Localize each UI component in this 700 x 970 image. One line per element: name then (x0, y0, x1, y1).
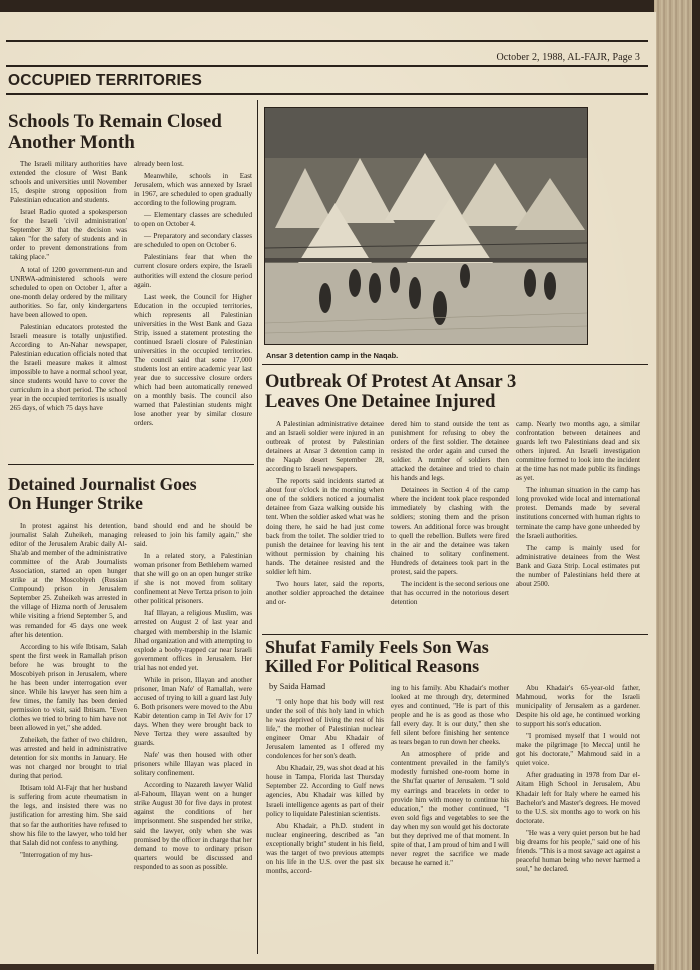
paragraph: The inhuman situation in the camp has long provoked wide local and international protest. Demands made by several institutions concerned with human rights to terminate the camp have gone unheeded by the Israeli authorities. (516, 486, 640, 540)
paragraph: Abu Khadair's 65-year-old father, Mahmoud, works for the Israeli municipality of Jerusalem as a gardener. Despite his old age, he continued working to support his son's education. (516, 684, 640, 729)
article4-column-2 (391, 684, 509, 871)
article1-headline-line1: Schools To Remain Closed (8, 111, 222, 132)
paragraph: band should end and he should be released to join his family again," she said. (134, 522, 252, 549)
article1-column-2 (134, 160, 252, 431)
article3-column-1 (10, 522, 127, 863)
article4-headline-line1: Shufat Family Feels Son Was (265, 637, 489, 657)
article2-headline-line1: Outbreak Of Protest At Ansar 3 (265, 372, 517, 392)
article1-column-1 (10, 160, 127, 416)
article4-byline: by Saida Hamad (269, 681, 326, 691)
paragraph: Palestinians fear that when the current closure orders expire, the Israeli authorities will extend the closure period again. (134, 253, 252, 289)
photo-caption: Ansar 3 detention camp in the Naqab. (266, 351, 399, 360)
article2-column-1 (266, 420, 384, 610)
column-divider (257, 632, 258, 954)
paragraph: An atmosphere of pride and contentment prevailed in the family's modestly furnished one-room home in the Shu'fat quarter of Jerusalem. "I sold my earrings and bracelets in order to provide him with money to continue his education," the mother continued, "I even sold figs and vegetables to see the day when my son would get his doctorate but they deprived me of that moment. In spite of that, I am proud of him and I will never regret the sacrifice we made because he earned it." (391, 750, 510, 867)
section-title: OCCUPIED TERRITORIES (8, 72, 203, 89)
article1-headline-line2: Another Month (8, 131, 135, 153)
article3-headline-line2: On Hunger Strike (8, 492, 143, 513)
paragraph: According to Nazareth lawyer Walid al-Fahoum, Illayan went on a hunger strike August 30 for five days in protest against the conditions of her imprisonment. She suspended her strike, said the lawyer, only when she was promised by the officer in charge that her demand to move to ordinary prison quarters would be discussed and responded to as soon as possible. (134, 781, 252, 871)
paragraph: Itaf Illayan, a religious Muslim, was arrested on August 2 of last year and charged with membership in the Islamic Jihad organization and with attempting to explode a booby-trapped car near Israeli government offices in Jerusalem. Her trial has not ended yet. (134, 609, 252, 672)
header-bottom-rule (6, 65, 648, 67)
paragraph: According to his wife Ibtisam, Salah spent the first week in Ramallah prison before he was brought to the Moscobiyeh prison in Jerusalem, where he has been under interrogation ever since. While his lawyer has seen him a few times, the family has been denied permission to visit, said Ibtisam. "Even clothes we tried to bring to him have not been allowed in yet," she added. (10, 642, 127, 733)
article3-headline (8, 475, 197, 513)
paragraph: Zuheikeh, the father of two children, was arrested and held in administrative detention for six months in January. He was not charged nor brought to trial during that period. (10, 736, 127, 781)
paragraph: The incident is the second serious one that has occurred in the notorious desert detention (391, 579, 509, 606)
book-binding-top (0, 0, 700, 12)
paragraph: "Interrogation of my hus- (20, 850, 93, 859)
header-top-rule (6, 40, 648, 42)
detention-camp-photo (264, 107, 588, 345)
paragraph: Two hours later, said the reports, another soldier approached the detainee and or- (266, 579, 384, 606)
paragraph: After graduating in 1978 from Dar el-Aitam High School in Jerusalem, Abu Khadair left for Italy where he earned his Bachelor's and Master's degrees. He moved to the U.S. six months ago to work on his doctorate. (516, 771, 640, 825)
paragraph: Ibtisam told Al-Fajr that her husband is suffering from acute rheumatism in the legs, and insisted there was no justification for arresting him. She said that so far the authorities have refused to show his file to the lawyer, who told her that Salah did not confess to anything. (10, 784, 127, 847)
paragraph: Palestinian educators protested the Israeli measure is totally unjustified. According to An-Nahar newspaper, Palestinian education officials noted that the Israeli measure makes it almost impossible to have a normal school year, since students would have to cover the curriculum in a short period. The school year in the occupied territories is usually 265 days, of which 75 days have (10, 322, 127, 413)
article2-column-3 (516, 420, 640, 592)
article2-column-2 (391, 420, 509, 610)
paragraph: While in prison, Illayan and another prisoner, Iman Nafe' of Ramallah, were accused of trying to kill a guard last July 6. Both prisoners were moved to the Abu Kabir detention camp in Tel Aviv for 17 days. When they were brought back to Neve Tertza they were assaulted by guards. (134, 675, 252, 748)
paragraph: already been lost. (134, 160, 184, 168)
paragraph: "He was a very quiet person but he had big dreams for his people," said one of his friends. "This is a most savage act against a peaceful human being who never harmed a soul," he declared. (516, 828, 640, 873)
paragraph: The Israeli military authorities have extended the closure of West Bank schools and universities until November 15, despite strong opposition from Palestinian education and students. (10, 160, 127, 205)
paragraph: Abu Khadair, a Ph.D. student in nuclear engineering, described as "an exceptionally bright" student in his field, was the target of two previous attempts on his life in the U.S. over the past six months, accord- (266, 821, 384, 875)
tents-photo-illustration (265, 108, 587, 344)
article2-headline-line2: Leaves One Detainee Injured (265, 391, 496, 412)
newspaper-page (0, 12, 656, 964)
article-divider (262, 364, 648, 365)
paragraph: "I promised myself that I would not make the pilgrimage [to Mecca] until he got his doctorate," Mahmoud said in a quiet voice. (516, 732, 640, 768)
section-rule (6, 93, 648, 95)
paragraph: In a related story, a Palestinian woman prisoner from Bethlehem warned that she will go on an open hunger strike if she is not moved from solitary confinement at Neve Tertza prison to join other political prisoners. (134, 552, 252, 606)
paragraph: In protest against his detention, journalist Salah Zuheikeh, managing editor of the Jerusalem Arabic daily Al-Sha'ab and member of the administrative committee of the Arab Journalists Association, started an open hunger strike at the Moscobiyeh (Russian Compound) prison in Jerusalem September 25. Zuheikeh was arrested in the village of Hizma north of Jerusalem while visiting a friend September 5, and was remanded for 45 days one week after his detention. (10, 522, 127, 639)
article4-column-3 (516, 684, 640, 877)
book-page-edges (654, 0, 700, 970)
article3-headline-line1: Detained Journalist Goes (8, 474, 197, 494)
column-divider (257, 100, 258, 632)
paragraph: Meanwhile, schools in East Jerusalem, which was annexed by Israel in 1967, are scheduled to open gradually according to the following program. (134, 172, 252, 208)
paragraph: Nafe' was then housed with other prisoners while Illayan was placed in solitary confinement. (134, 751, 252, 778)
article4-headline-line2: Killed For Political Reasons (265, 656, 480, 677)
article4-headline (265, 638, 489, 677)
paragraph: Detainees in Section 4 of the camp where the incident took place responded immediately by clashing with the soldiers; stoning them and the prison towers. An additional force was brought to quell the rebellion. Bullets were fired in the air and the detainee was taken chained to solitary confinement. Hundreds of detainees took part in the protest, said the papers. (391, 486, 509, 576)
page-header: October 2, 1988, AL-FAJR, Page 3 (496, 52, 640, 63)
paragraph: camp. Nearly two months ago, a similar confrontation between detainees and guards left two Palestinians dead and six others injured. An Israeli investigation committee formed to look into the incident at the time has not made public its findings as yet. (516, 420, 640, 483)
paragraph: Israel Radio quoted a spokesperson for the Israeli 'civil administration' September 30 that the decision was taken "for the safety of students and in order to prevent demonstrations from taking place." (10, 208, 127, 262)
paragraph: Abu Khadair, 29, was shot dead at his house in Tampa, Florida last Thursday September 22. According to Gulf news agencies, Abu Khadair was killed by Israeli intelligence agents as part of their policy to liquidate Palestinian scientists. (266, 764, 384, 818)
paragraph: dered him to stand outside the tent as punishment for refusing to obey the orders of the first soldier. The detainee resisted the order again and cursed the soldier. A number of soldiers then attacked the detainee and tried to chain his hands and legs. (391, 420, 509, 483)
paragraph: "I only hope that his body will rest under the soil of this holy land in which he was deprived of living the rest of his life," the mother of Palestinian nuclear engineer Omar Abu Khadair of Jerusalem lamented as I offered my condolences for her son's death. (266, 698, 384, 761)
article-divider (8, 464, 254, 465)
article3-column-2 (134, 522, 252, 875)
article4-column-1 (266, 698, 384, 879)
paragraph: — Elementary classes are scheduled to open on October 4. (134, 211, 252, 229)
paragraph: The reports said incidents started at about four o'clock in the morning when one of the soldiers noticed a journalist detainee from Gaza walking outside his tent. When the soldier asked what was he doing there, he said he had just come back from the toilet. The soldier tried to punish the detainee for leaving his tent without permission by chaining his hands. The detainee resisted and the soldier left him. (266, 477, 384, 576)
paragraph: A total of 1200 government-run and UNRWA-administered schools were scheduled to open on October 1, after a one-month delay ordered by the military authorities. So far, only kindergartens have been allowed to open. (10, 265, 127, 319)
article-divider (262, 634, 648, 635)
article1-headline (8, 112, 222, 153)
paragraph: ing to his family. Abu Khadair's mother looked at me through dry, determined eyes and continued, "He is part of this people and he is as good as those who fall every day. It is our duty," then she fell silent before finishing her sentence as tears began to run down her cheeks. (391, 684, 509, 747)
paragraph: — Preparatory and secondary classes are scheduled to open on October 6. (134, 232, 252, 250)
paragraph: The camp is mainly used for administrative detainees from the West Bank and Gaza Strip. Local estimates put the number of Palestinians held there at about 2500. (516, 543, 640, 588)
paragraph: Last week, the Council for Higher Education in the occupied territories, which represents all Palestinian universities in the West Bank and Gaza Strip, issued a statement protesting the continued Israeli closure of Palestinian universities in the occupied territories. The council said that some 17,000 students lost an entire academic year last year due to successive closure orders which had been automatically renewed on a monthly basis. The council also warned that Palestinian students might lose another year by similar closure orders. (134, 292, 252, 428)
article2-headline (265, 373, 516, 413)
paragraph: A Palestinian administrative detainee and an Israeli soldier were injured in an outbreak of protest by Palestinian detainees at Ansar 3 detention camp in the Naqab desert September 28, according to Israeli newspapers. (266, 420, 384, 474)
